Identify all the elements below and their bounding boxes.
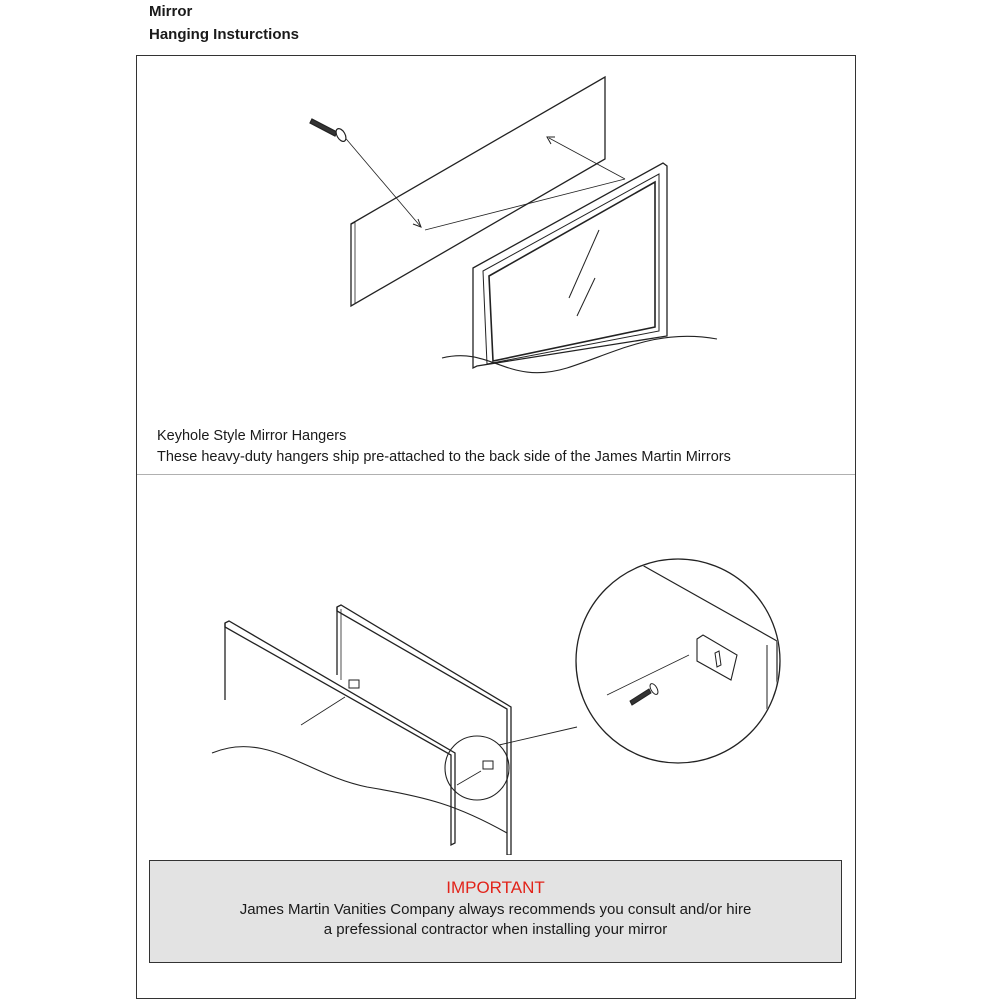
document-subtitle: Hanging Insturctions: [149, 26, 299, 43]
screw-icon: [310, 119, 348, 143]
notice-line-2: a prefessional contractor when installing your mirror: [323, 921, 668, 938]
important-notice: [149, 860, 842, 963]
notice-title: IMPORTANT: [446, 878, 545, 897]
instruction-sheet: [136, 55, 856, 999]
hanger-detail-circle: [576, 559, 780, 763]
hanger-caption-text: These heavy-duty hangers ship pre-attached to the back side of the James Martin Mirrors: [157, 449, 731, 465]
keyhole-hanger-icon: [349, 680, 359, 688]
notice-line-1: James Martin Vanities Company always recommends you consult and/or hire: [239, 901, 752, 918]
hanger-caption-title: Keyhole Style Mirror Hangers: [157, 428, 347, 444]
document-title: Mirror: [149, 3, 193, 20]
mirror-hanging-illustration: [137, 56, 855, 426]
keyhole-hanger-illustration: [137, 475, 855, 855]
